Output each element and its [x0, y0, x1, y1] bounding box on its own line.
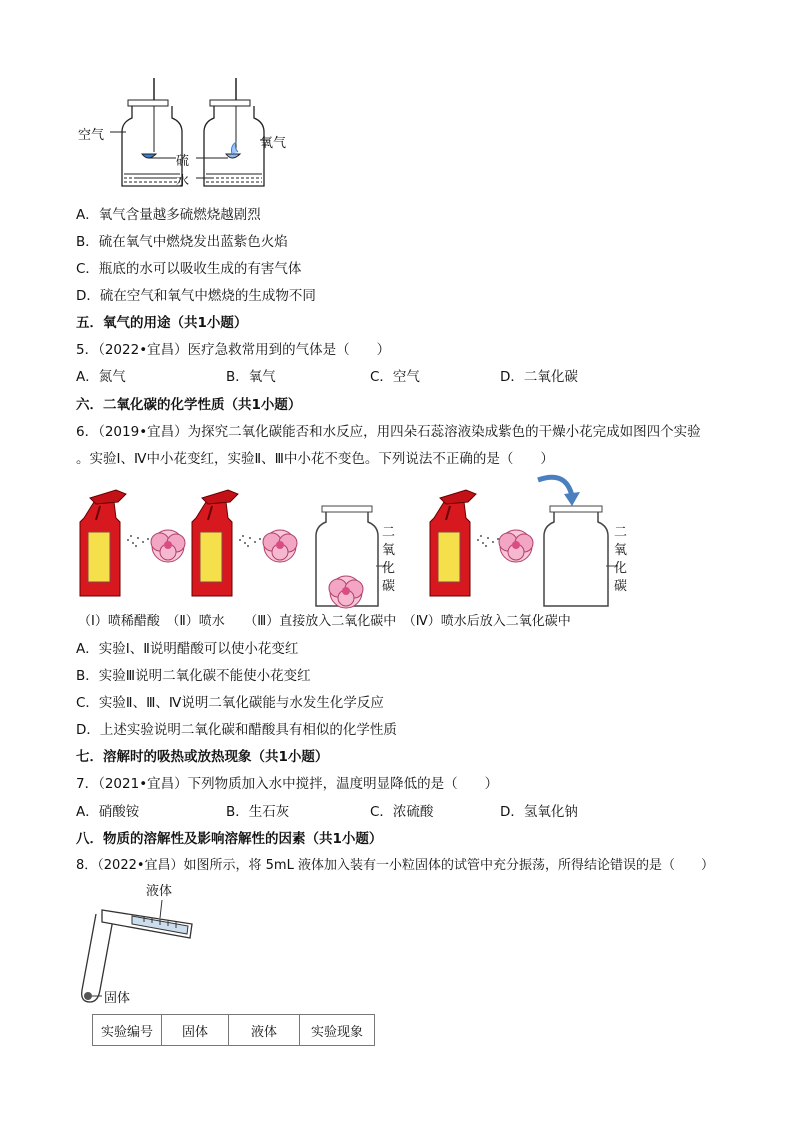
- q6-option-a: A．实验Ⅰ、Ⅱ说明醋酸可以使小花变红: [76, 641, 299, 657]
- label-solid: 固体: [104, 991, 131, 1006]
- q4-option-a: A．氧气含量越多硫燃烧越剧烈: [76, 207, 261, 223]
- section-8-heading: 八．物质的溶解性及影响溶解性的因素（共1小题）: [76, 831, 383, 847]
- label-oxygen: 氧气: [260, 136, 287, 151]
- label-liquid: 液体: [146, 884, 173, 899]
- test-tube-figure: [72, 878, 212, 1008]
- q6-option-d: D．上述实验说明二氧化碳和醋酸具有相似的化学性质: [76, 722, 397, 738]
- q5-option-a: A．氮气: [76, 369, 126, 385]
- label-water: 水: [176, 174, 190, 189]
- q6-option-c: C．实验Ⅱ、Ⅲ、Ⅳ说明二氧化碳能与水发生化学反应: [76, 695, 384, 711]
- q6-figure-caption: （Ⅰ）喷稀醋酸 （Ⅱ）喷水 （Ⅲ）直接放入二氧化碳中 （Ⅳ）喷水后放入二氧化碳中: [78, 614, 571, 629]
- q5-stem: 5．（2022•宜昌）医疗急救常用到的气体是（ ）: [76, 342, 391, 358]
- q7-option-d: D．氢氧化钠: [500, 804, 578, 820]
- q7-option-a: A．硝酸铵: [76, 804, 140, 820]
- table-header: 实验编号: [93, 1015, 162, 1046]
- table-header: 固体: [162, 1015, 229, 1046]
- co2-experiment-drawing: [76, 470, 636, 610]
- q4-option-b: B．硫在氧气中燃烧发出蓝紫色火焰: [76, 234, 288, 250]
- q6-option-b: B．实验Ⅲ说明二氧化碳不能使小花变红: [76, 668, 311, 684]
- experiment-table: [92, 1014, 375, 1046]
- q4-option-d: D．硫在空气和氧气中燃烧的生成物不同: [76, 288, 316, 304]
- section-7-heading: 七．溶解时的吸热或放热现象（共1小题）: [76, 749, 329, 765]
- q7-stem: 7．（2021•宜昌）下列物质加入水中搅拌，温度明显降低的是（ ）: [76, 776, 499, 792]
- co2-label-1: 二 氧 化 碳: [382, 525, 396, 594]
- table-header: 液体: [229, 1015, 300, 1046]
- sulfur-combustion-figure: [76, 74, 306, 194]
- q5-option-d: D．二氧化碳: [500, 369, 578, 385]
- q6-stem-line1: 6．（2019•宜昌）为探究二氧化碳能否和水反应，用四朵石蕊溶液染成紫色的干燥小花完成如图四个实验: [76, 424, 701, 440]
- q5-option-c: C．空气: [370, 369, 420, 385]
- section-6-heading: 六．二氧化碳的化学性质（共1小题）: [76, 397, 302, 413]
- q5-option-b: B．氧气: [226, 369, 276, 385]
- co2-label-2: 二 氧 化 碳: [614, 525, 628, 594]
- label-air: 空气: [78, 128, 105, 143]
- table-header: 实验现象: [300, 1015, 375, 1046]
- section-5-heading: 五．氧气的用途（共1小题）: [76, 315, 248, 331]
- q7-option-c: C．浓硫酸: [370, 804, 434, 820]
- q6-stem-line2: 。实验Ⅰ、Ⅳ中小花变红，实验Ⅱ、Ⅲ中小花不变色。下列说法不正确的是（ ）: [76, 451, 554, 467]
- q4-option-c: C．瓶底的水可以吸收生成的有害气体: [76, 261, 302, 277]
- table-header-row: [93, 1015, 375, 1046]
- test-tube-drawing: [72, 878, 212, 1008]
- q7-option-b: B．生石灰: [226, 804, 290, 820]
- co2-experiment-figure: [76, 470, 636, 610]
- q8-stem: 8．（2022•宜昌）如图所示，将 5mL 液体加入装有一小粒固体的试管中充分振荡，所得结论错误的是（ ）: [76, 858, 714, 873]
- label-sulfur: 硫: [176, 154, 190, 169]
